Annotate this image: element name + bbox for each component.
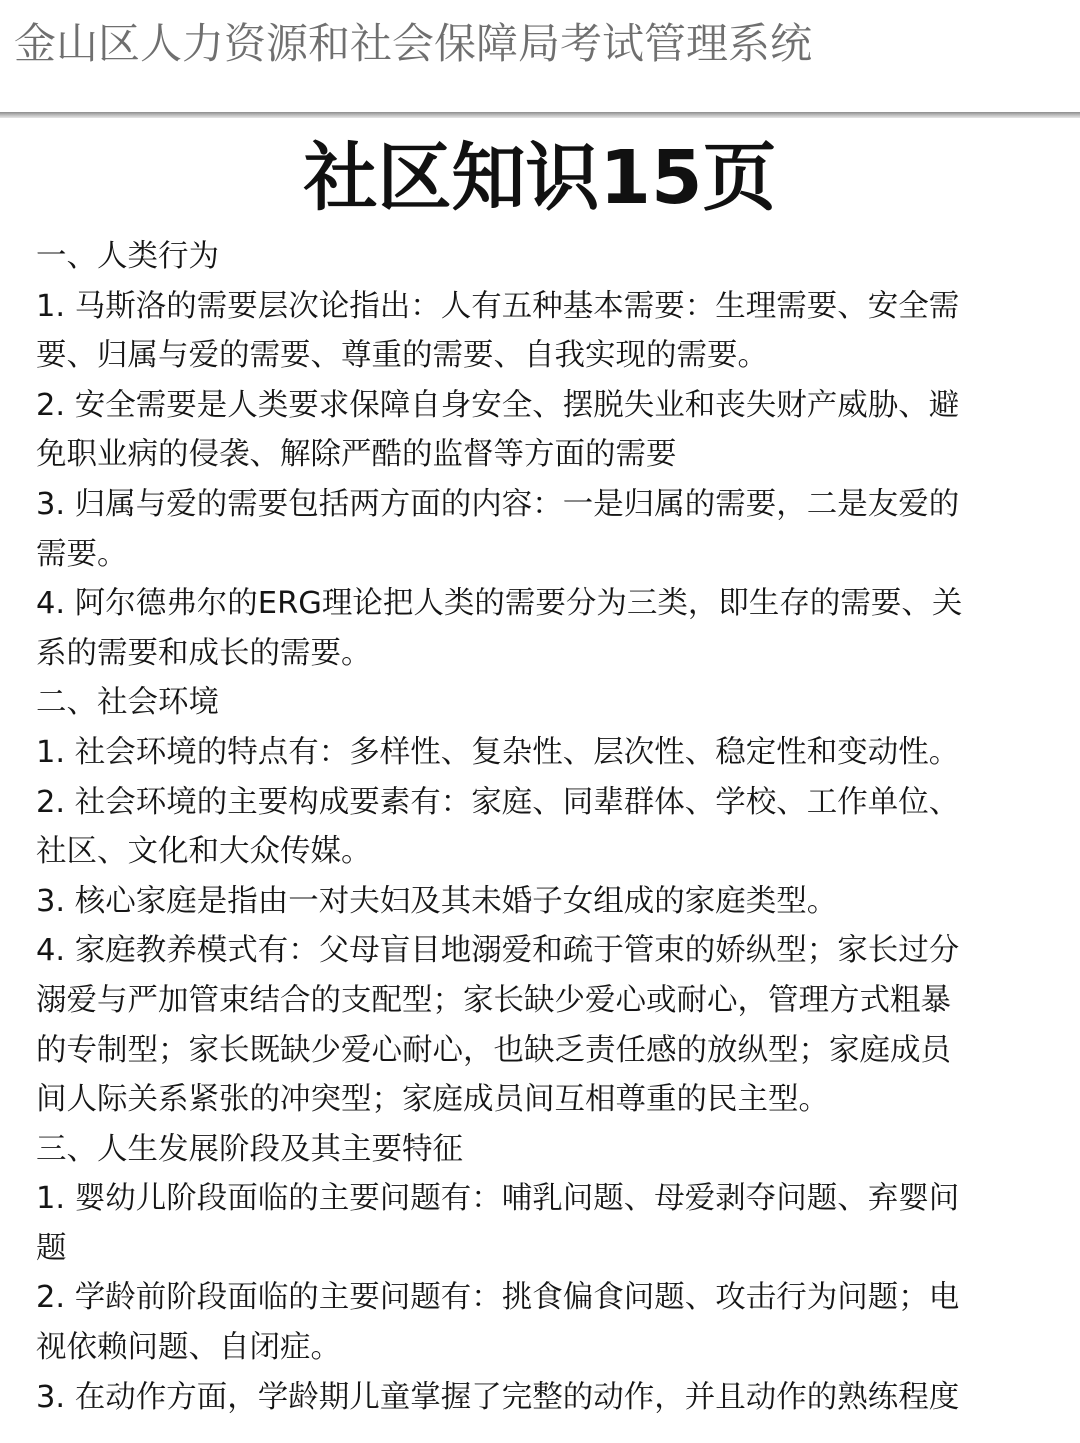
header-divider bbox=[0, 112, 1080, 118]
text-line: 3. 归属与爱的需要包括两方面的内容：一是归属的需要，二是友爱的 bbox=[36, 486, 960, 522]
text-line: 3. 在动作方面，学龄期儿童掌握了完整的动作，并且动作的熟练程度 bbox=[36, 1379, 960, 1415]
text-line: 2. 学龄前阶段面临的主要问题有：挑食偏食问题、攻击行为问题；电 bbox=[36, 1280, 960, 1316]
section-heading: 一、人类行为 bbox=[36, 239, 219, 274]
section-heading: 三、人生发展阶段及其主要特征 bbox=[36, 1131, 463, 1167]
article-body bbox=[36, 232, 1032, 1422]
page-title: 社区知识15页 bbox=[303, 135, 777, 221]
text-line: 免职业病的侵袭、解除严酷的监督等方面的需要 bbox=[36, 437, 677, 473]
text-line: 3. 核心家庭是指由一对夫妇及其未婚子女组成的家庭类型。 bbox=[36, 883, 838, 919]
text-line: 2. 社会环境的主要构成要素有：家庭、同辈群体、学校、工作单位、 bbox=[36, 784, 960, 820]
section-heading: 二、社会环境 bbox=[36, 685, 219, 721]
text-line: 题 bbox=[36, 1230, 67, 1266]
text-line: 1. 婴幼儿阶段面临的主要问题有：哺乳问题、母爱剥夺问题、弃婴问 bbox=[36, 1181, 960, 1217]
text-line: 1. 社会环境的特点有：多样性、复杂性、层次性、稳定性和变动性。 bbox=[36, 734, 960, 770]
text-line: 的专制型；家长既缺少爱心耐心，也缺乏责任感的放纵型；家庭成员 bbox=[36, 1032, 951, 1068]
text-line: 溺爱与严加管束结合的支配型；家长缺少爱心或耐心，管理方式粗暴 bbox=[36, 982, 951, 1018]
text-line: 4. 阿尔德弗尔的ERG理论把人类的需要分为三类，即生存的需要、关 bbox=[36, 586, 963, 622]
app-header bbox=[0, 0, 1080, 112]
text-line: 间人际关系紧张的冲突型；家庭成员间互相尊重的民主型。 bbox=[36, 1082, 829, 1118]
text-line: 视依赖问题、自闭症。 bbox=[36, 1330, 341, 1366]
text-line: 1. 马斯洛的需要层次论指出：人有五种基本需要：生理需要、安全需 bbox=[36, 288, 960, 324]
text-line: 社区、文化和大众传媒。 bbox=[36, 834, 372, 870]
text-line: 4. 家庭教养模式有：父母盲目地溺爱和疏于管束的娇纵型；家长过分 bbox=[36, 933, 960, 969]
text-line: 2. 安全需要是人类要求保障自身安全、摆脱失业和丧失财产威胁、避 bbox=[36, 387, 960, 423]
text-line: 系的需要和成长的需要。 bbox=[36, 635, 372, 671]
site-title: 金山区人力资源和社会保障局考试管理系统 bbox=[14, 19, 813, 68]
text-line: 需要。 bbox=[36, 536, 128, 572]
text-line: 要、归属与爱的需要、尊重的需要、自我实现的需要。 bbox=[36, 338, 768, 374]
